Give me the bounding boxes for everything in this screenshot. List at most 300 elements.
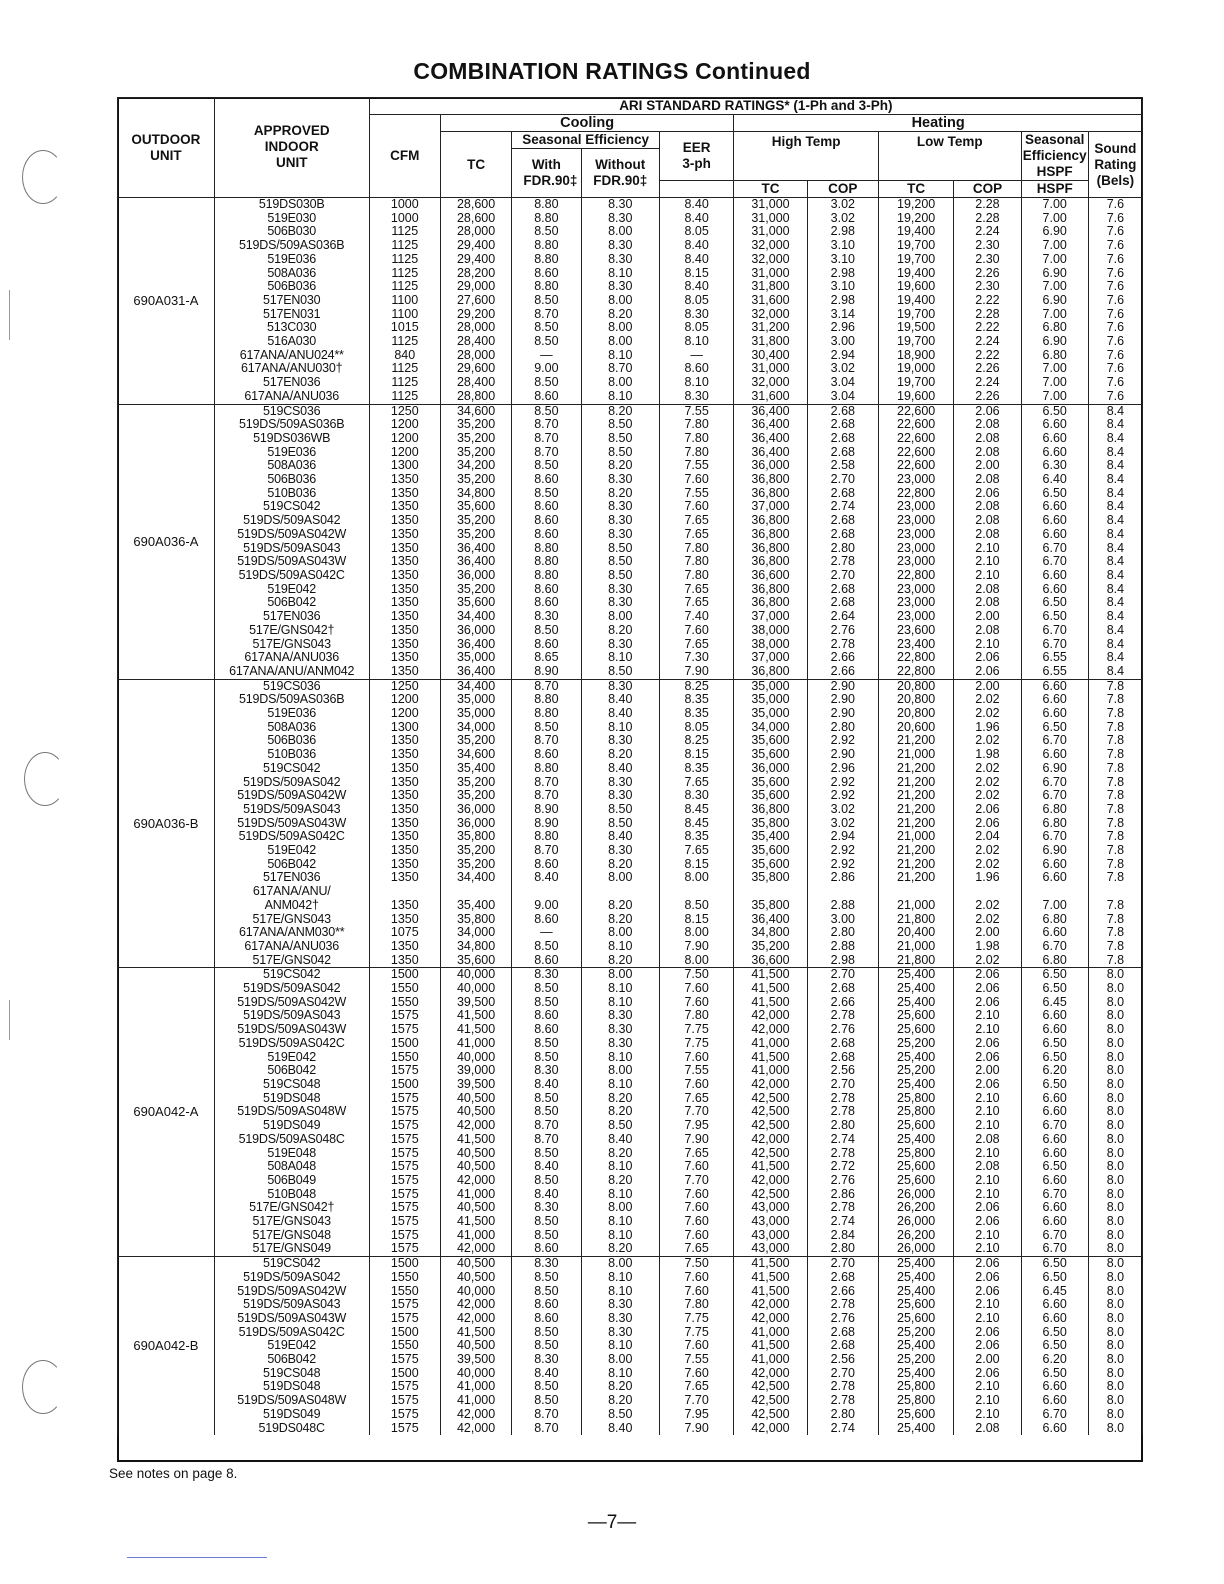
sound-cell: 8.4: [1088, 432, 1142, 446]
high_cop-cell: 2.68: [807, 432, 878, 446]
hspf-cell: 6.60: [1021, 446, 1088, 460]
eer-cell: 7.55: [659, 487, 733, 501]
table-row: [118, 707, 1143, 721]
low_tc-cell: 22,800: [878, 487, 953, 501]
cfm-cell: 1550: [369, 1271, 440, 1285]
high_cop-cell: 2.92: [807, 789, 878, 803]
indoor-unit-cell: 519DS036WB: [214, 432, 369, 446]
low_cop-cell: 2.00: [954, 459, 1021, 473]
eer-cell: 8.10: [659, 335, 733, 349]
with-cell: 8.60: [512, 748, 581, 762]
indoor-unit-cell: 519E036: [214, 253, 369, 267]
indoor-unit-cell: ANM042†: [214, 899, 369, 913]
sound-cell: 8.0: [1088, 1242, 1142, 1256]
low_tc-cell: 25,800: [878, 1394, 953, 1408]
low_cop-cell: 2.06: [954, 1367, 1021, 1381]
table-row: [118, 555, 1143, 569]
low_cop-cell: 2.08: [954, 528, 1021, 542]
indoor-unit-cell: 519E036: [214, 707, 369, 721]
table-row: [118, 446, 1143, 460]
sound-cell: 8.0: [1088, 1160, 1142, 1174]
eer-cell: 8.45: [659, 817, 733, 831]
high_cop-cell: 2.78: [807, 1009, 878, 1023]
without-cell: 8.30: [581, 528, 659, 542]
without-cell: 8.30: [581, 500, 659, 514]
without-cell: 8.20: [581, 308, 659, 322]
without-cell: 8.40: [581, 1133, 659, 1147]
hole-punch-mark: [22, 1360, 64, 1414]
tc-cell: 40,500: [440, 1257, 511, 1271]
tc-cell: 40,500: [440, 1271, 511, 1285]
table-row: [118, 844, 1143, 858]
low_tc-cell: 25,800: [878, 1147, 953, 1161]
table-row: [118, 1119, 1143, 1133]
header-hspf-sub: HSPF: [1021, 181, 1088, 198]
eer-cell: 8.40: [659, 198, 733, 212]
with-cell: 8.40: [512, 1367, 581, 1381]
low_tc-cell: 23,000: [878, 473, 953, 487]
low_tc-cell: 23,000: [878, 542, 953, 556]
without-cell: 8.30: [581, 789, 659, 803]
low_cop-cell: 2.10: [954, 1394, 1021, 1408]
table-row: [118, 1201, 1143, 1215]
with-cell: 8.40: [512, 1160, 581, 1174]
high_cop-cell: 2.74: [807, 1133, 878, 1147]
sound-cell: 7.6: [1088, 349, 1142, 363]
with-cell: 8.50: [512, 1394, 581, 1408]
tc-cell: 40,500: [440, 1160, 511, 1174]
high_cop-cell: 2.76: [807, 1312, 878, 1326]
indoor-unit-cell: 517EN036: [214, 871, 369, 885]
header-without-fdr: [581, 149, 659, 198]
low_tc-cell: 19,600: [878, 280, 953, 294]
page-title: COMBINATION RATINGS Continued: [413, 58, 811, 84]
with-cell: 8.60: [512, 500, 581, 514]
low_tc-cell: 19,400: [878, 225, 953, 239]
hspf-cell: 7.00: [1021, 390, 1088, 404]
indoor-unit-cell: 519DS/509AS042W: [214, 528, 369, 542]
eer-cell: 8.15: [659, 267, 733, 281]
indoor-unit-cell: 510B036: [214, 748, 369, 762]
table-row: [118, 1174, 1143, 1188]
eer-cell: 7.65: [659, 638, 733, 652]
eer-cell: 8.40: [659, 253, 733, 267]
tc-cell: 34,600: [440, 748, 511, 762]
low_cop-cell: 2.02: [954, 858, 1021, 872]
high_cop-cell: 3.02: [807, 198, 878, 212]
high_tc-cell: 43,000: [734, 1201, 807, 1215]
eer-cell: 7.65: [659, 1092, 733, 1106]
high_cop-cell: 2.78: [807, 1201, 878, 1215]
cfm-cell: 1550: [369, 982, 440, 996]
cfm-cell: 1200: [369, 693, 440, 707]
with-cell: 8.60: [512, 1312, 581, 1326]
table-row: [118, 1023, 1143, 1037]
without-cell: 8.20: [581, 913, 659, 927]
without-cell: 8.50: [581, 446, 659, 460]
hspf-cell: 7.00: [1021, 376, 1088, 390]
indoor-unit-cell: 519DS049: [214, 1408, 369, 1422]
eer-cell: 7.70: [659, 1394, 733, 1408]
without-cell: 8.20: [581, 1394, 659, 1408]
hspf-cell: 6.60: [1021, 1105, 1088, 1119]
table-row: [118, 762, 1143, 776]
with-cell: 8.60: [512, 596, 581, 610]
cfm-cell: 1125: [369, 253, 440, 267]
low_tc-cell: 25,200: [878, 1037, 953, 1051]
without-cell: 8.20: [581, 899, 659, 913]
table-row: [118, 638, 1143, 652]
cfm-cell: 1350: [369, 734, 440, 748]
without-cell: 8.30: [581, 679, 659, 693]
indoor-unit-cell: 517E/GNS042†: [214, 624, 369, 638]
sound-cell: 8.4: [1088, 487, 1142, 501]
table-row: [118, 1257, 1143, 1271]
with-cell: 8.60: [512, 858, 581, 872]
high_cop-cell: 2.74: [807, 1422, 878, 1436]
low_tc-cell: 21,800: [878, 913, 953, 927]
hspf-cell: 6.70: [1021, 1119, 1088, 1133]
outdoor-unit-cell: 690A036-B: [118, 679, 215, 968]
outdoor-unit-cell: 690A036-A: [118, 404, 215, 679]
tc-cell: 40,500: [440, 1105, 511, 1119]
indoor-unit-cell: 519DS/509AS043W: [214, 817, 369, 831]
header-cfm: CFM: [369, 115, 440, 198]
with-cell: 8.70: [512, 1408, 581, 1422]
low_tc-cell: 19,200: [878, 198, 953, 212]
tc-cell: 29,600: [440, 362, 511, 376]
low_tc-cell: 22,800: [878, 569, 953, 583]
eer-cell: 7.80: [659, 1009, 733, 1023]
with-cell: 8.70: [512, 776, 581, 790]
indoor-unit-cell: 519CS042: [214, 968, 369, 982]
high_tc-cell: [734, 885, 807, 899]
table-row: [118, 926, 1143, 940]
without-cell: 8.00: [581, 321, 659, 335]
indoor-unit-cell: 506B036: [214, 280, 369, 294]
tc-cell: 40,000: [440, 1051, 511, 1065]
hspf-cell: 6.50: [1021, 968, 1088, 982]
low_cop-cell: 2.26: [954, 390, 1021, 404]
low_cop-cell: 2.06: [954, 1285, 1021, 1299]
table-row: [118, 225, 1143, 239]
hspf-cell: 6.70: [1021, 789, 1088, 803]
cfm-cell: 1575: [369, 1229, 440, 1243]
hspf-cell: 6.60: [1021, 858, 1088, 872]
table-row: [118, 569, 1143, 583]
eer-cell: 7.50: [659, 968, 733, 982]
low_tc-cell: 21,800: [878, 954, 953, 968]
low_cop-cell: 2.06: [954, 1078, 1021, 1092]
low_tc-cell: 22,600: [878, 459, 953, 473]
low_tc-cell: [878, 885, 953, 899]
cfm-cell: 1125: [369, 376, 440, 390]
sound-cell: 7.8: [1088, 817, 1142, 831]
without-cell: 8.20: [581, 1174, 659, 1188]
high_tc-cell: 32,000: [734, 308, 807, 322]
table-row: [118, 335, 1143, 349]
tc-cell: 35,200: [440, 844, 511, 858]
eer-cell: 8.60: [659, 362, 733, 376]
header-with-fdr: [512, 149, 581, 198]
eer-cell: 7.60: [659, 1367, 733, 1381]
tc-cell: 40,000: [440, 982, 511, 996]
low_cop-cell: 2.10: [954, 1119, 1021, 1133]
eer-cell: 7.65: [659, 844, 733, 858]
low_tc-cell: 26,200: [878, 1229, 953, 1243]
with-cell: 8.60: [512, 390, 581, 404]
table-row: [118, 871, 1143, 885]
eer-cell: 7.55: [659, 459, 733, 473]
hspf-cell: 6.60: [1021, 1174, 1088, 1188]
low_cop-cell: 2.02: [954, 789, 1021, 803]
high_cop-cell: 2.78: [807, 1394, 878, 1408]
without-cell: 8.10: [581, 721, 659, 735]
outdoor-unit-cell: 690A042-A: [118, 968, 215, 1257]
eer-cell: 8.35: [659, 707, 733, 721]
with-cell: 8.60: [512, 638, 581, 652]
cfm-cell: 1350: [369, 542, 440, 556]
high_tc-cell: 31,600: [734, 390, 807, 404]
hspf-cell: 6.50: [1021, 1339, 1088, 1353]
high_cop-cell: 2.88: [807, 899, 878, 913]
table-row: [118, 1188, 1143, 1202]
low_cop-cell: 2.10: [954, 1105, 1021, 1119]
cfm-cell: 1350: [369, 762, 440, 776]
hspf-cell: 7.00: [1021, 253, 1088, 267]
without-cell: 8.00: [581, 1201, 659, 1215]
sound-cell: 8.0: [1088, 1133, 1142, 1147]
with-cell: 8.60: [512, 583, 581, 597]
table-row: [118, 528, 1143, 542]
hspf-cell: 6.50: [1021, 1160, 1088, 1174]
hspf-cell: 6.60: [1021, 569, 1088, 583]
indoor-unit-cell: 506B042: [214, 858, 369, 872]
sound-cell: 8.4: [1088, 514, 1142, 528]
cfm-cell: 1200: [369, 707, 440, 721]
indoor-unit-cell: 617ANA/ANU/ANM042: [214, 665, 369, 679]
without-cell: 8.30: [581, 638, 659, 652]
indoor-unit-cell: 519DS/509AS042W: [214, 1285, 369, 1299]
high_tc-cell: 37,000: [734, 651, 807, 665]
tc-cell: 29,400: [440, 239, 511, 253]
hspf-cell: 6.90: [1021, 294, 1088, 308]
high_cop-cell: 2.66: [807, 996, 878, 1010]
with-cell: 8.70: [512, 679, 581, 693]
low_tc-cell: 23,000: [878, 500, 953, 514]
hspf-cell: 6.60: [1021, 1380, 1088, 1394]
high_tc-cell: 37,000: [734, 500, 807, 514]
high_tc-cell: 36,400: [734, 913, 807, 927]
tc-cell: 42,000: [440, 1298, 511, 1312]
with-cell: 8.30: [512, 1064, 581, 1078]
cfm-cell: 1550: [369, 1285, 440, 1299]
hspf-cell: 6.80: [1021, 321, 1088, 335]
high_tc-cell: 36,800: [734, 583, 807, 597]
sound-cell: 8.4: [1088, 596, 1142, 610]
table-row: [118, 1271, 1143, 1285]
indoor-unit-cell: 519CS048: [214, 1367, 369, 1381]
high_cop-cell: 2.90: [807, 679, 878, 693]
outdoor-unit-cell: 690A031-A: [118, 198, 215, 405]
eer-cell: 7.75: [659, 1037, 733, 1051]
low_cop-cell: 2.10: [954, 555, 1021, 569]
eer-cell: 8.30: [659, 789, 733, 803]
hspf-cell: 6.60: [1021, 583, 1088, 597]
low_cop-cell: 2.08: [954, 446, 1021, 460]
margin-mark: [9, 1000, 10, 1040]
indoor-unit-cell: 510B048: [214, 1188, 369, 1202]
sound-cell: 7.8: [1088, 734, 1142, 748]
eer-cell: 7.60: [659, 1051, 733, 1065]
eer-cell: 8.05: [659, 225, 733, 239]
header-low-cop: COP: [954, 181, 1021, 198]
with-cell: 8.90: [512, 665, 581, 679]
low_tc-cell: 25,800: [878, 1380, 953, 1394]
eer-cell: 7.50: [659, 1257, 733, 1271]
cfm-cell: 1125: [369, 239, 440, 253]
hspf-cell: 6.70: [1021, 1188, 1088, 1202]
hspf-cell: 6.70: [1021, 940, 1088, 954]
without-cell: 8.30: [581, 1326, 659, 1340]
tc-cell: 40,500: [440, 1147, 511, 1161]
without-cell: 8.10: [581, 267, 659, 281]
eer-cell: 8.05: [659, 721, 733, 735]
tc-cell: 36,400: [440, 555, 511, 569]
sound-cell: 8.4: [1088, 542, 1142, 556]
hspf-cell: 6.50: [1021, 610, 1088, 624]
sound-cell: 7.8: [1088, 762, 1142, 776]
hspf-cell: 6.50: [1021, 1326, 1088, 1340]
eer-cell: 7.70: [659, 1105, 733, 1119]
low_cop-cell: 2.10: [954, 1188, 1021, 1202]
table-row: [118, 885, 1143, 899]
sound-cell: 7.6: [1088, 267, 1142, 281]
hspf-cell: 7.00: [1021, 280, 1088, 294]
tc-cell: 35,200: [440, 514, 511, 528]
indoor-unit-cell: 517EN031: [214, 308, 369, 322]
tc-cell: 34,000: [440, 721, 511, 735]
without-cell: 8.40: [581, 707, 659, 721]
hspf-cell: 6.70: [1021, 542, 1088, 556]
indoor-unit-cell: 519DS/509AS036B: [214, 418, 369, 432]
low_tc-cell: 21,000: [878, 748, 953, 762]
with-cell: 8.50: [512, 1147, 581, 1161]
low_tc-cell: 22,600: [878, 446, 953, 460]
sound-cell: 8.4: [1088, 651, 1142, 665]
sound-cell: 7.6: [1088, 280, 1142, 294]
low_tc-cell: 21,200: [878, 858, 953, 872]
hspf-cell: 6.60: [1021, 1133, 1088, 1147]
eer-cell: 7.60: [659, 996, 733, 1010]
low_tc-cell: 23,400: [878, 638, 953, 652]
high_cop-cell: 2.76: [807, 624, 878, 638]
high_tc-cell: 36,400: [734, 404, 807, 418]
eer-cell: 7.55: [659, 404, 733, 418]
without-cell: 8.30: [581, 239, 659, 253]
indoor-unit-cell: 519E036: [214, 446, 369, 460]
cfm-cell: 1350: [369, 500, 440, 514]
hspf-cell: 6.60: [1021, 679, 1088, 693]
sound-cell: 8.0: [1088, 1051, 1142, 1065]
high_cop-cell: 2.76: [807, 1023, 878, 1037]
indoor-unit-cell: 506B042: [214, 1353, 369, 1367]
indoor-unit-cell: 617ANA/ANU030†: [214, 362, 369, 376]
tc-cell: 35,200: [440, 528, 511, 542]
high_cop-cell: 2.78: [807, 1380, 878, 1394]
with-cell: 8.80: [512, 707, 581, 721]
high_tc-cell: 31,800: [734, 280, 807, 294]
with-cell: 8.70: [512, 844, 581, 858]
with-cell: 8.70: [512, 1422, 581, 1436]
high_tc-cell: 35,200: [734, 940, 807, 954]
cfm-cell: [369, 885, 440, 899]
high_cop-cell: 3.02: [807, 817, 878, 831]
tc-cell: 42,000: [440, 1422, 511, 1436]
tc-cell: 40,500: [440, 1201, 511, 1215]
sound-cell: 8.0: [1088, 1353, 1142, 1367]
hspf-cell: 6.20: [1021, 1064, 1088, 1078]
table-row: [118, 1285, 1143, 1299]
hspf-cell: 6.50: [1021, 1367, 1088, 1381]
eer-cell: 7.60: [659, 1201, 733, 1215]
without-cell: 8.30: [581, 583, 659, 597]
tc-cell: 35,200: [440, 473, 511, 487]
tc-cell: 28,200: [440, 267, 511, 281]
eer-cell: 7.70: [659, 1174, 733, 1188]
low_tc-cell: 25,800: [878, 1092, 953, 1106]
indoor-unit-cell: 519DS/509AS043: [214, 1009, 369, 1023]
eer-cell: 8.15: [659, 748, 733, 762]
low_cop-cell: 2.06: [954, 487, 1021, 501]
table-row: [118, 198, 1143, 212]
low_cop-cell: 2.10: [954, 1009, 1021, 1023]
high_cop-cell: 2.90: [807, 748, 878, 762]
sound-cell: 8.0: [1088, 1147, 1142, 1161]
high_cop-cell: 2.98: [807, 225, 878, 239]
without-cell: 8.10: [581, 982, 659, 996]
sound-cell: 7.8: [1088, 844, 1142, 858]
high_cop-cell: 2.74: [807, 1215, 878, 1229]
cfm-cell: 1015: [369, 321, 440, 335]
low_tc-cell: 21,200: [878, 803, 953, 817]
hole-punch-mark: [22, 150, 64, 204]
indoor-unit-cell: 506B042: [214, 596, 369, 610]
tc-cell: 41,500: [440, 1215, 511, 1229]
cfm-cell: 1500: [369, 1367, 440, 1381]
without-cell: 8.30: [581, 514, 659, 528]
hspf-cell: 6.60: [1021, 693, 1088, 707]
with-cell: 8.60: [512, 1298, 581, 1312]
low_cop-cell: 2.10: [954, 1242, 1021, 1256]
high_cop-cell: 2.78: [807, 1092, 878, 1106]
tc-cell: 35,400: [440, 899, 511, 913]
hspf-cell: 6.60: [1021, 1215, 1088, 1229]
high_tc-cell: 35,800: [734, 871, 807, 885]
low_cop-cell: [954, 885, 1021, 899]
eer-cell: 7.60: [659, 1215, 733, 1229]
sound-cell: 8.0: [1088, 1339, 1142, 1353]
high_cop-cell: 2.70: [807, 1257, 878, 1271]
table-header: [118, 98, 1143, 198]
low_cop-cell: 2.30: [954, 253, 1021, 267]
indoor-unit-cell: 519DS/509AS042W: [214, 996, 369, 1010]
hspf-cell: 7.00: [1021, 362, 1088, 376]
with-cell: 8.30: [512, 1257, 581, 1271]
low_cop-cell: 2.28: [954, 198, 1021, 212]
with-cell: 8.50: [512, 1215, 581, 1229]
high_tc-cell: 36,600: [734, 569, 807, 583]
